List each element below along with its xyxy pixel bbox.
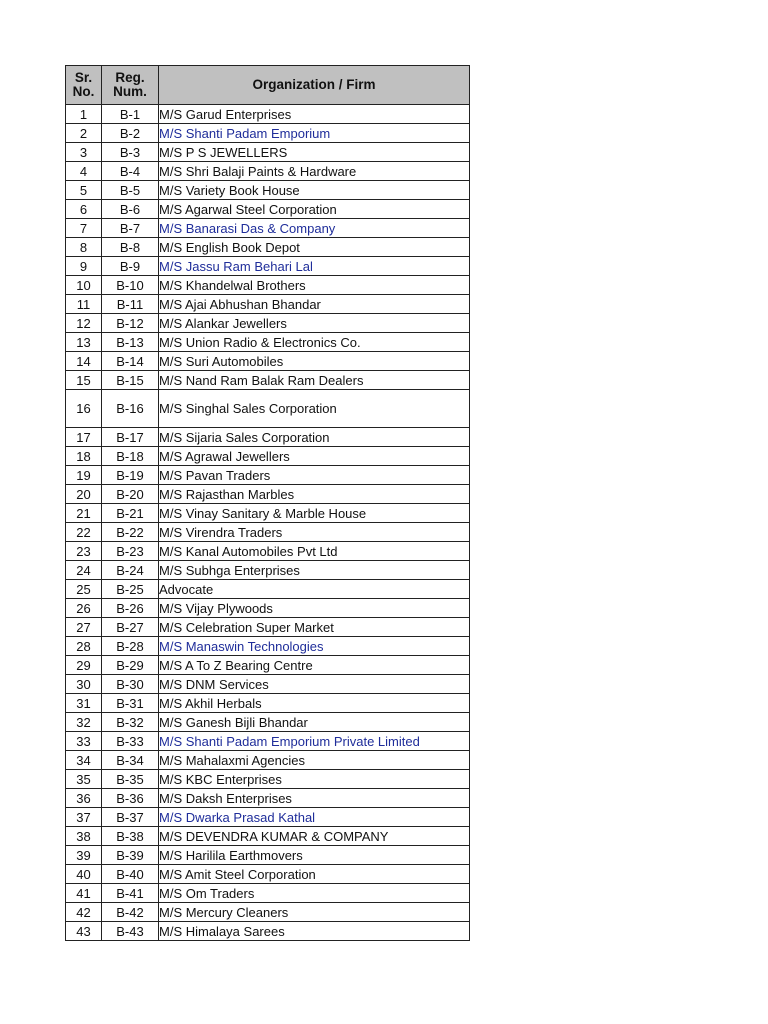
reg-num-cell: B-19 xyxy=(102,466,159,485)
table-body xyxy=(66,105,470,941)
reg-num-cell: B-27 xyxy=(102,618,159,637)
sr-no-cell: 30 xyxy=(66,675,102,694)
organization-cell: M/S Garud Enterprises xyxy=(159,105,470,124)
organization-cell: M/S Dwarka Prasad Kathal xyxy=(159,808,470,827)
table-row xyxy=(66,846,470,865)
reg-num-cell: B-22 xyxy=(102,523,159,542)
sr-no-cell: 43 xyxy=(66,922,102,941)
table-row xyxy=(66,181,470,200)
organization-cell: M/S Om Traders xyxy=(159,884,470,903)
reg-num-cell: B-25 xyxy=(102,580,159,599)
organization-cell: M/S Sijaria Sales Corporation xyxy=(159,428,470,447)
table-row xyxy=(66,580,470,599)
sr-no-cell: 10 xyxy=(66,276,102,295)
table-row xyxy=(66,143,470,162)
reg-num-cell: B-28 xyxy=(102,637,159,656)
registration-table xyxy=(65,65,470,941)
sr-no-cell: 34 xyxy=(66,751,102,770)
reg-num-cell: B-13 xyxy=(102,333,159,352)
reg-num-cell: B-31 xyxy=(102,694,159,713)
organization-cell: M/S DNM Services xyxy=(159,675,470,694)
organization-cell: M/S Agrawal Jewellers xyxy=(159,447,470,466)
organization-cell: M/S Shanti Padam Emporium xyxy=(159,124,470,143)
organization-cell: M/S Shanti Padam Emporium Private Limited xyxy=(159,732,470,751)
sr-no-cell: 31 xyxy=(66,694,102,713)
organization-cell: M/S Shri Balaji Paints & Hardware xyxy=(159,162,470,181)
reg-num-cell: B-11 xyxy=(102,295,159,314)
table-row xyxy=(66,162,470,181)
header-reg-num: Reg. Num. xyxy=(102,66,159,105)
table-row xyxy=(66,390,470,428)
sr-no-cell: 39 xyxy=(66,846,102,865)
table-row xyxy=(66,561,470,580)
organization-cell: M/S Ganesh Bijli Bhandar xyxy=(159,713,470,732)
reg-num-cell: B-14 xyxy=(102,352,159,371)
organization-cell: M/S Khandelwal Brothers xyxy=(159,276,470,295)
table-row xyxy=(66,732,470,751)
reg-num-cell: B-5 xyxy=(102,181,159,200)
table-row xyxy=(66,447,470,466)
sr-no-cell: 2 xyxy=(66,124,102,143)
organization-cell: M/S DEVENDRA KUMAR & COMPANY xyxy=(159,827,470,846)
sr-no-cell: 38 xyxy=(66,827,102,846)
sr-no-cell: 14 xyxy=(66,352,102,371)
organization-cell: M/S Suri Automobiles xyxy=(159,352,470,371)
table-row xyxy=(66,523,470,542)
table-row xyxy=(66,903,470,922)
sr-no-cell: 22 xyxy=(66,523,102,542)
sr-no-cell: 4 xyxy=(66,162,102,181)
sr-no-cell: 40 xyxy=(66,865,102,884)
sr-no-cell: 23 xyxy=(66,542,102,561)
table-row xyxy=(66,219,470,238)
organization-cell: M/S Celebration Super Market xyxy=(159,618,470,637)
sr-no-cell: 13 xyxy=(66,333,102,352)
organization-cell: M/S Pavan Traders xyxy=(159,466,470,485)
table-row xyxy=(66,257,470,276)
organization-cell: Advocate xyxy=(159,580,470,599)
table-row xyxy=(66,599,470,618)
table-row xyxy=(66,827,470,846)
table-row xyxy=(66,200,470,219)
reg-num-cell: B-35 xyxy=(102,770,159,789)
organization-cell: M/S Amit Steel Corporation xyxy=(159,865,470,884)
sr-no-cell: 36 xyxy=(66,789,102,808)
organization-cell: M/S Alankar Jewellers xyxy=(159,314,470,333)
sr-no-cell: 20 xyxy=(66,485,102,504)
reg-num-cell: B-37 xyxy=(102,808,159,827)
organization-cell: M/S Agarwal Steel Corporation xyxy=(159,200,470,219)
sr-no-cell: 29 xyxy=(66,656,102,675)
reg-num-cell: B-15 xyxy=(102,371,159,390)
reg-num-cell: B-24 xyxy=(102,561,159,580)
table-row xyxy=(66,789,470,808)
reg-num-cell: B-41 xyxy=(102,884,159,903)
header-organization: Organization / Firm xyxy=(159,66,470,105)
reg-num-cell: B-20 xyxy=(102,485,159,504)
organization-cell: M/S Mahalaxmi Agencies xyxy=(159,751,470,770)
reg-num-cell: B-34 xyxy=(102,751,159,770)
reg-num-cell: B-2 xyxy=(102,124,159,143)
reg-num-cell: B-7 xyxy=(102,219,159,238)
reg-num-cell: B-6 xyxy=(102,200,159,219)
sr-no-cell: 32 xyxy=(66,713,102,732)
reg-num-cell: B-29 xyxy=(102,656,159,675)
reg-num-cell: B-26 xyxy=(102,599,159,618)
organization-cell: M/S Subhga Enterprises xyxy=(159,561,470,580)
organization-cell: M/S Mercury Cleaners xyxy=(159,903,470,922)
reg-num-cell: B-42 xyxy=(102,903,159,922)
sr-no-cell: 27 xyxy=(66,618,102,637)
reg-num-cell: B-17 xyxy=(102,428,159,447)
sr-no-cell: 19 xyxy=(66,466,102,485)
organization-cell: M/S Vijay Plywoods xyxy=(159,599,470,618)
sr-no-cell: 6 xyxy=(66,200,102,219)
table-row xyxy=(66,675,470,694)
organization-cell: M/S A To Z Bearing Centre xyxy=(159,656,470,675)
table-row xyxy=(66,770,470,789)
table-row xyxy=(66,238,470,257)
reg-num-cell: B-30 xyxy=(102,675,159,694)
reg-num-cell: B-16 xyxy=(102,390,159,428)
organization-cell: M/S Akhil Herbals xyxy=(159,694,470,713)
sr-no-cell: 3 xyxy=(66,143,102,162)
reg-num-cell: B-18 xyxy=(102,447,159,466)
table-row xyxy=(66,542,470,561)
table-row xyxy=(66,276,470,295)
organization-cell: M/S Jassu Ram Behari Lal xyxy=(159,257,470,276)
header-sr-no: Sr. No. xyxy=(66,66,102,105)
table-row xyxy=(66,371,470,390)
sr-no-cell: 18 xyxy=(66,447,102,466)
reg-num-cell: B-43 xyxy=(102,922,159,941)
table-row xyxy=(66,865,470,884)
reg-num-cell: B-32 xyxy=(102,713,159,732)
table-row xyxy=(66,485,470,504)
sr-no-cell: 16 xyxy=(66,390,102,428)
reg-num-cell: B-9 xyxy=(102,257,159,276)
sr-no-cell: 1 xyxy=(66,105,102,124)
table-row xyxy=(66,637,470,656)
organization-cell: M/S Banarasi Das & Company xyxy=(159,219,470,238)
table-row xyxy=(66,333,470,352)
sr-no-cell: 26 xyxy=(66,599,102,618)
reg-num-cell: B-33 xyxy=(102,732,159,751)
organization-cell: M/S Union Radio & Electronics Co. xyxy=(159,333,470,352)
table-row xyxy=(66,124,470,143)
reg-num-cell: B-10 xyxy=(102,276,159,295)
sr-no-cell: 33 xyxy=(66,732,102,751)
reg-num-cell: B-8 xyxy=(102,238,159,257)
sr-no-cell: 28 xyxy=(66,637,102,656)
table-row xyxy=(66,884,470,903)
organization-cell: M/S Variety Book House xyxy=(159,181,470,200)
organization-cell: M/S Vinay Sanitary & Marble House xyxy=(159,504,470,523)
table-row xyxy=(66,922,470,941)
organization-cell: M/S Rajasthan Marbles xyxy=(159,485,470,504)
table-row xyxy=(66,314,470,333)
reg-num-cell: B-21 xyxy=(102,504,159,523)
organization-cell: M/S KBC Enterprises xyxy=(159,770,470,789)
reg-num-cell: B-12 xyxy=(102,314,159,333)
sr-no-cell: 37 xyxy=(66,808,102,827)
table-row xyxy=(66,713,470,732)
table-row xyxy=(66,295,470,314)
organization-cell: M/S Harilila Earthmovers xyxy=(159,846,470,865)
header-row xyxy=(66,66,470,105)
reg-num-cell: B-36 xyxy=(102,789,159,808)
sr-no-cell: 11 xyxy=(66,295,102,314)
organization-cell: M/S Himalaya Sarees xyxy=(159,922,470,941)
reg-num-cell: B-40 xyxy=(102,865,159,884)
organization-cell: M/S Manaswin Technologies xyxy=(159,637,470,656)
organization-cell: M/S Virendra Traders xyxy=(159,523,470,542)
organization-cell: M/S English Book Depot xyxy=(159,238,470,257)
sr-no-cell: 41 xyxy=(66,884,102,903)
sr-no-cell: 12 xyxy=(66,314,102,333)
reg-num-cell: B-3 xyxy=(102,143,159,162)
sr-no-cell: 25 xyxy=(66,580,102,599)
sr-no-cell: 21 xyxy=(66,504,102,523)
table-row xyxy=(66,428,470,447)
organization-cell: M/S Nand Ram Balak Ram Dealers xyxy=(159,371,470,390)
sr-no-cell: 15 xyxy=(66,371,102,390)
table-row xyxy=(66,751,470,770)
organization-cell: M/S Kanal Automobiles Pvt Ltd xyxy=(159,542,470,561)
reg-num-cell: B-23 xyxy=(102,542,159,561)
organization-cell: M/S Ajai Abhushan Bhandar xyxy=(159,295,470,314)
sr-no-cell: 35 xyxy=(66,770,102,789)
organization-cell: M/S Daksh Enterprises xyxy=(159,789,470,808)
sr-no-cell: 17 xyxy=(66,428,102,447)
reg-num-cell: B-39 xyxy=(102,846,159,865)
reg-num-cell: B-1 xyxy=(102,105,159,124)
table-row xyxy=(66,656,470,675)
reg-num-cell: B-38 xyxy=(102,827,159,846)
sr-no-cell: 8 xyxy=(66,238,102,257)
table-row xyxy=(66,105,470,124)
sr-no-cell: 5 xyxy=(66,181,102,200)
sr-no-cell: 7 xyxy=(66,219,102,238)
organization-cell: M/S P S JEWELLERS xyxy=(159,143,470,162)
reg-num-cell: B-4 xyxy=(102,162,159,181)
sr-no-cell: 24 xyxy=(66,561,102,580)
table-row xyxy=(66,504,470,523)
sr-no-cell: 42 xyxy=(66,903,102,922)
organization-cell: M/S Singhal Sales Corporation xyxy=(159,390,470,428)
table-row xyxy=(66,618,470,637)
table-row xyxy=(66,694,470,713)
table-row xyxy=(66,352,470,371)
table-row xyxy=(66,808,470,827)
table-row xyxy=(66,466,470,485)
sr-no-cell: 9 xyxy=(66,257,102,276)
